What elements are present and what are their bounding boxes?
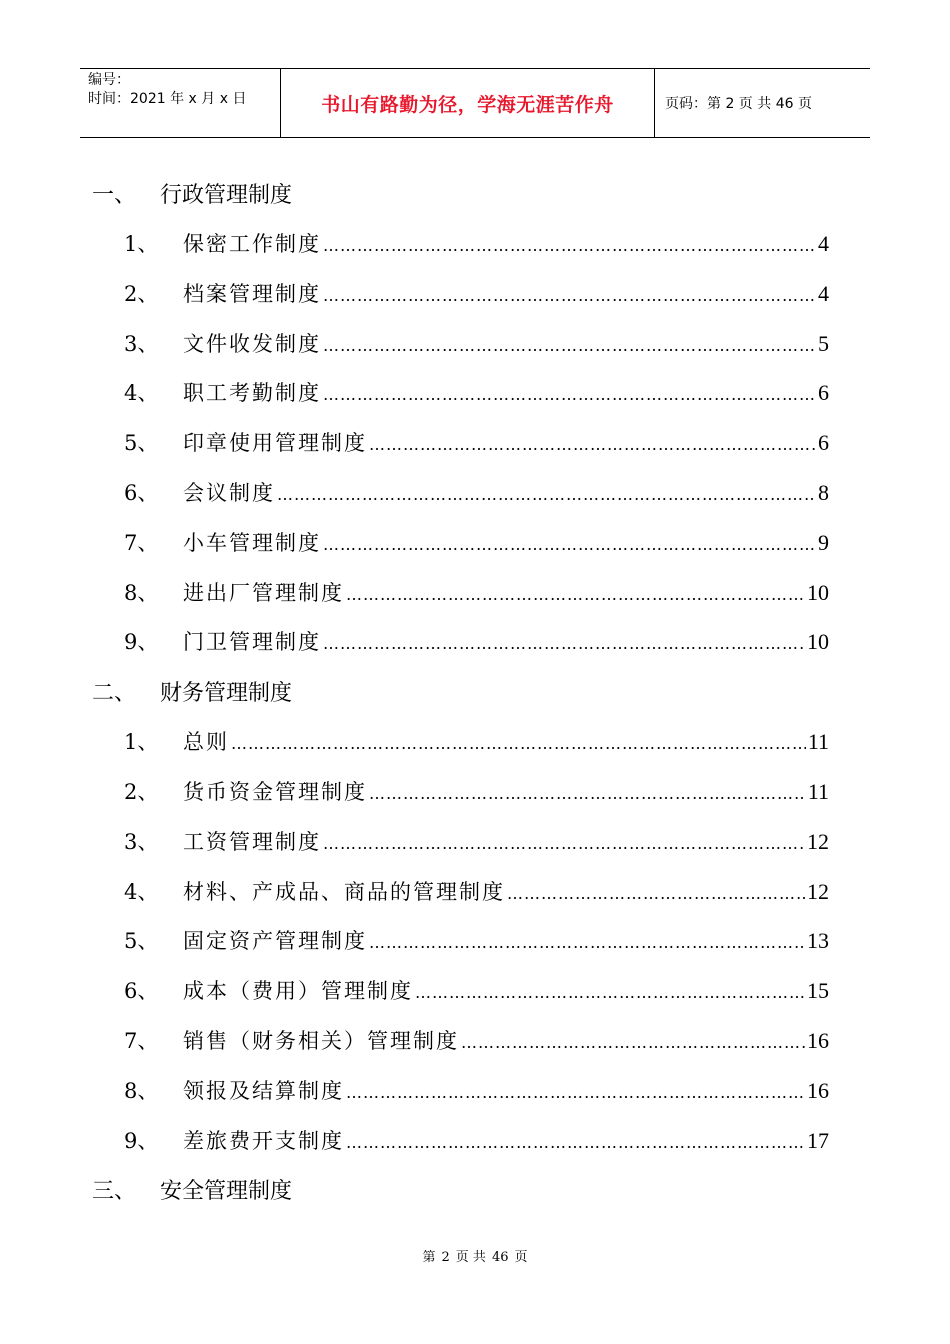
dot-leader bbox=[369, 933, 805, 952]
dot-leader bbox=[323, 236, 816, 255]
entry-label: 差旅费开支制度 bbox=[183, 1128, 344, 1153]
dot-leader bbox=[323, 385, 816, 404]
dot-leader bbox=[323, 286, 816, 305]
entry-label: 会议制度 bbox=[183, 480, 275, 505]
entry-number: 1、 bbox=[124, 232, 159, 256]
entry-row bbox=[183, 626, 829, 656]
toc-section bbox=[0, 168, 950, 218]
entry-number: 5、 bbox=[124, 929, 159, 954]
entry-number: 7、 bbox=[124, 1028, 159, 1053]
toc-entry[interactable] bbox=[0, 268, 950, 318]
entry-row bbox=[183, 228, 829, 258]
entry-page-number: 6 bbox=[818, 380, 829, 406]
entry-page-number: 6 bbox=[818, 430, 829, 456]
section-title: 安全管理制度 bbox=[160, 1179, 293, 1205]
entry-label: 印章使用管理制度 bbox=[183, 431, 367, 456]
entry-row bbox=[183, 427, 829, 457]
dot-leader bbox=[231, 734, 806, 753]
entry-number: 3、 bbox=[124, 331, 159, 356]
entry-row bbox=[183, 1125, 829, 1155]
entry-number: 7、 bbox=[124, 530, 159, 555]
toc-entry[interactable] bbox=[0, 616, 950, 666]
entry-page-number: 12 bbox=[807, 878, 829, 904]
section-number: 二、 bbox=[92, 681, 137, 707]
dot-leader bbox=[369, 435, 816, 454]
toc-entry[interactable] bbox=[0, 417, 950, 467]
toc-section bbox=[0, 666, 950, 716]
dot-leader bbox=[346, 1133, 805, 1152]
entry-label: 进出厂管理制度 bbox=[183, 580, 344, 605]
entry-label: 材料、产成品、商品的管理制度 bbox=[183, 879, 505, 904]
toc-entry[interactable] bbox=[0, 1065, 950, 1115]
toc-entry[interactable] bbox=[0, 467, 950, 517]
entry-number: 5、 bbox=[124, 431, 159, 456]
entry-label: 领报及结算制度 bbox=[183, 1078, 344, 1103]
entry-row bbox=[183, 726, 829, 756]
page-header bbox=[80, 68, 870, 138]
entry-page-number: 11 bbox=[807, 778, 829, 804]
dot-leader bbox=[346, 1083, 805, 1102]
entry-label: 总则 bbox=[183, 730, 229, 755]
entry-page-number: 10 bbox=[807, 629, 829, 655]
toc-entry[interactable] bbox=[0, 965, 950, 1015]
dot-leader bbox=[415, 983, 805, 1002]
footer-total-pages: 46 bbox=[491, 1250, 509, 1265]
entry-page-number: 4 bbox=[818, 280, 829, 306]
entry-number: 6、 bbox=[124, 480, 159, 505]
entry-number: 2、 bbox=[124, 281, 159, 306]
entry-number: 2、 bbox=[124, 779, 159, 804]
entry-row bbox=[183, 925, 829, 955]
toc-entry[interactable] bbox=[0, 1115, 950, 1165]
toc-entry[interactable] bbox=[0, 318, 950, 368]
entry-row bbox=[183, 776, 829, 806]
toc-entry[interactable] bbox=[0, 816, 950, 866]
footer-prefix: 第 bbox=[422, 1250, 436, 1265]
entry-page-number: 15 bbox=[807, 978, 829, 1004]
dot-leader bbox=[323, 336, 816, 355]
entry-page-number: 16 bbox=[807, 1027, 829, 1053]
entry-label: 小车管理制度 bbox=[183, 530, 321, 555]
entry-page-number: 16 bbox=[807, 1077, 829, 1103]
page-footer bbox=[0, 1246, 950, 1265]
entry-number: 8、 bbox=[124, 580, 159, 605]
entry-label: 保密工作制度 bbox=[183, 232, 321, 256]
entry-page-number: 5 bbox=[818, 330, 829, 356]
entry-label: 成本（费用）管理制度 bbox=[183, 979, 413, 1004]
code-label: 编号： bbox=[88, 72, 130, 88]
entry-row bbox=[183, 278, 829, 308]
entry-number: 4、 bbox=[124, 381, 159, 406]
entry-page-number: 13 bbox=[807, 928, 829, 954]
entry-page-number: 10 bbox=[807, 579, 829, 605]
header-motto: 书山有路勤为径，学海无涯苦作舟 bbox=[281, 69, 655, 137]
entry-page-number: 17 bbox=[807, 1127, 829, 1153]
entry-row bbox=[183, 527, 829, 557]
entry-number: 4、 bbox=[124, 879, 159, 904]
entry-row bbox=[183, 477, 829, 507]
entry-label: 销售（财务相关）管理制度 bbox=[183, 1028, 459, 1053]
entry-row bbox=[183, 876, 829, 906]
dot-leader bbox=[323, 834, 805, 853]
section-title: 行政管理制度 bbox=[160, 183, 293, 208]
entry-row bbox=[183, 1075, 829, 1105]
entry-row bbox=[183, 577, 829, 607]
toc-entry[interactable] bbox=[0, 367, 950, 417]
toc-entry[interactable] bbox=[0, 567, 950, 617]
entry-row bbox=[183, 377, 829, 407]
toc-entry[interactable] bbox=[0, 915, 950, 965]
entry-number: 9、 bbox=[124, 1128, 159, 1153]
entry-page-number: 12 bbox=[807, 828, 829, 854]
entry-number: 1、 bbox=[124, 730, 159, 755]
toc-entry[interactable] bbox=[0, 716, 950, 766]
date-label: 时间：2021 年 x 月 x 日 bbox=[88, 91, 247, 107]
entry-number: 9、 bbox=[124, 630, 159, 655]
dot-leader bbox=[369, 784, 806, 803]
entry-page-number: 11 bbox=[807, 729, 829, 755]
entry-label: 文件收发制度 bbox=[183, 331, 321, 356]
section-title: 财务管理制度 bbox=[160, 681, 293, 707]
entry-label: 固定资产管理制度 bbox=[183, 929, 367, 954]
toc-entry[interactable] bbox=[0, 218, 950, 268]
footer-suffix: 页 bbox=[514, 1250, 528, 1265]
entry-label: 货币资金管理制度 bbox=[183, 779, 367, 804]
toc-entry[interactable] bbox=[0, 866, 950, 916]
toc-entry[interactable] bbox=[0, 1015, 950, 1065]
dot-leader bbox=[507, 884, 805, 903]
footer-mid: 页 共 bbox=[455, 1250, 486, 1265]
entry-row bbox=[183, 826, 829, 856]
entry-label: 职工考勤制度 bbox=[183, 381, 321, 406]
toc-entry[interactable] bbox=[0, 766, 950, 816]
header-page-info: 页码：第 2 页 共 46 页 bbox=[665, 96, 812, 112]
dot-leader bbox=[461, 1033, 805, 1052]
entry-page-number: 8 bbox=[818, 479, 829, 505]
entry-page-number: 4 bbox=[818, 231, 829, 256]
section-number: 三、 bbox=[92, 1179, 137, 1205]
entry-number: 8、 bbox=[124, 1078, 159, 1103]
entry-label: 档案管理制度 bbox=[183, 281, 321, 306]
dot-leader bbox=[323, 535, 816, 554]
entry-number: 3、 bbox=[124, 829, 159, 854]
entry-row bbox=[183, 975, 829, 1005]
dot-leader bbox=[323, 634, 805, 653]
dot-leader bbox=[346, 585, 805, 604]
dot-leader bbox=[277, 485, 816, 504]
entry-page-number: 9 bbox=[818, 529, 829, 555]
header-meta-cell bbox=[80, 69, 281, 137]
entry-row bbox=[183, 1025, 829, 1055]
entry-label: 工资管理制度 bbox=[183, 829, 321, 854]
table-of-contents bbox=[0, 168, 950, 1214]
section-number: 一、 bbox=[92, 183, 137, 208]
entry-label: 门卫管理制度 bbox=[183, 630, 321, 655]
toc-section bbox=[0, 1164, 950, 1214]
footer-current-page: 2 bbox=[441, 1250, 450, 1265]
toc-entry[interactable] bbox=[0, 517, 950, 567]
entry-number: 6、 bbox=[124, 979, 159, 1004]
entry-row bbox=[183, 328, 829, 358]
